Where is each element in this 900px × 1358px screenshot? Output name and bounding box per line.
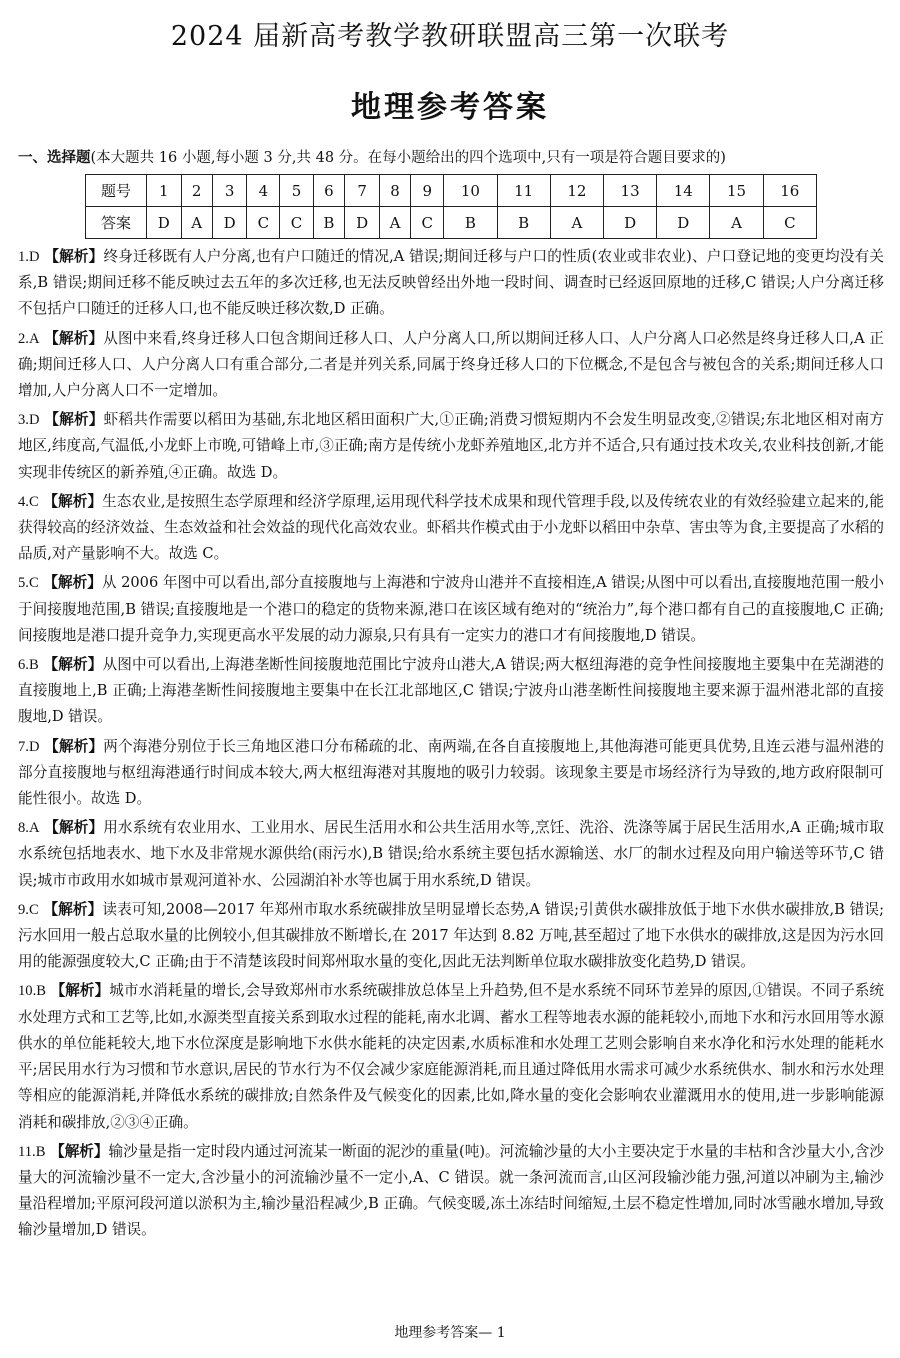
explanation-text: 城市水消耗量的增长,会导致郑州市水系统碳排放总体呈上升趋势,但不是水系统不同环节差异的原因,①错误。不同子系统水处理方式和工艺等,比如,水源类型直接关系到取水过程的能耗,南水北调、蓄水工程等地表水源的能耗较小,而地下水和污水回用等水源供水的单位能耗较大,地下水位深度是影响地下水供水能耗的决定因素,水质标准和水处理工艺则会影响自来水净化和污水处理的能耗水平;居民用水行为习惯和节水意识,居民的节水行为不仅会减少家庭能源消耗,而且通过降低用水需求可减少水系统供水、制水和污水处理等相应的能源消耗,并降低水系统的碳排放;自然条件及气候变化的因素,比如,降水量的变化会影响农业灌溉用水的使用,进一步影响能源消耗和碳排放,②③④正确。 (18, 982, 885, 1131)
page-title: 地理参考答案 (351, 90, 549, 125)
explanation-text: 读表可知,2008—2017 年郑州市取水系统碳排放呈明显增长态势,A 错误;引黄供水碳排放低于地下水供水碳排放,B 错误;污水回用一般占总取水量的比例较小,但其碳排放不断增长,在 2017 年达到 8.82 万吨,甚至超过了地下水供水的碳排放,这是因为污水回用的能源强度较大,C 正确;由于不清楚该段时间郑州取水量的变化,因此无法判断单位取水碳排放变化趋势,D 错误。 (18, 900, 885, 971)
question-answer-label: 8.A (18, 820, 40, 837)
question-answer-label: 7.D (18, 738, 40, 755)
question-number-cell: 12 (550, 175, 603, 207)
explanation-text: 输沙量是指一定时段内通过河流某一断面的泥沙的重量(吨)。河流输沙量的大小主要决定于水量的丰枯和含沙量大小,含沙量大的河流输沙量不一定大,含沙量小的河流输沙量不一定小,A、C 错误。就一条河流而言,山区河段输沙能力强,河道以冲刷为主,输沙量沿程增加;平原河段河道以淤积为主,输沙量沿程减少,B 正确。气候变暖,冻土冻结时间缩短,土层不稳定性增加,同时冰雪融水增加,导致输沙量增加,D 错误。 (18, 1142, 884, 1239)
answer-cell: B (313, 207, 345, 239)
analysis-tag: 【解析】 (43, 492, 103, 510)
explanation-list (18, 244, 884, 1247)
question-answer-label: 2.A (18, 330, 40, 347)
question-number-cell: 4 (247, 175, 280, 207)
explanation-item (18, 815, 884, 894)
analysis-tag: 【解析】 (43, 900, 103, 918)
explanation-item (18, 897, 884, 976)
question-number-cell: 5 (280, 175, 313, 207)
question-number-cell: 9 (411, 175, 444, 207)
question-number-cell: 7 (345, 175, 380, 207)
analysis-tag: 【解析】 (43, 656, 103, 674)
explanation-item (18, 326, 884, 405)
answer-table-number-row (86, 175, 817, 207)
answer-row-label: 答案 (86, 207, 147, 239)
analysis-tag: 【解析】 (44, 329, 104, 347)
answer-cell: D (212, 207, 247, 239)
answer-cell: B (497, 207, 550, 239)
question-number-cell: 8 (379, 175, 410, 207)
question-answer-label: 5.C (18, 575, 39, 592)
question-number-cell: 11 (497, 175, 550, 207)
answer-cell: A (379, 207, 410, 239)
answer-cell: A (550, 207, 603, 239)
explanation-text: 从图中可以看出,上海港垄断性间接腹地范围比宁波舟山港大,A 错误;两大枢纽海港的竞争性间接腹地主要集中在芜湖港的直接腹地上,B 正确;上海港垄断性间接腹地主要集中在长江北部地区,C 错误;宁波舟山港垄断性间接腹地主要来源于温州港北部的直接腹地,D 错误。 (18, 656, 884, 726)
analysis-tag: 【解析】 (50, 982, 110, 1000)
question-number-cell: 6 (313, 175, 345, 207)
question-number-cell: 13 (603, 175, 656, 207)
explanation-text: 用水系统有农业用水、工业用水、居民生活用水和公共生活用水等,烹饪、洗浴、洗涤等属于居民生活用水,A 正确;城市取水系统包括地表水、地下水及非常规水源供给(雨污水),B 错误;给水系统主要包括水源输送、水厂的制水过程及向用户输送等环节,C 错误;城市市政用水如城市景观河道补水、公园湖泊补水等也属于用水系统,D 错误。 (18, 819, 884, 889)
answer-cell: D (147, 207, 182, 239)
answer-cell: D (345, 207, 380, 239)
explanation-text: 终身迁移既有人户分离,也有户口随迁的情况,A 错误;期间迁移与户口的性质(农业或非农业)、户口登记地的变更均没有关系,B 错误;期间迁移不能反映过去五年的多次迁移,也无法反映曾经出外地一段时间、调查时已经返回原地的迁移,C 错误;人户分离迁移不包括户口随迁的迁移人口,也不能反映迁移次数,D 正确。 (18, 248, 884, 318)
explanation-item (18, 734, 884, 813)
explanation-item (18, 1139, 884, 1244)
explanation-item (18, 652, 884, 731)
explanation-item (18, 570, 884, 649)
question-answer-label: 1.D (18, 249, 40, 265)
answer-cell: C (280, 207, 313, 239)
answer-table (85, 174, 817, 239)
question-number-cell: 1 (147, 175, 182, 207)
question-number-cell: 15 (710, 175, 763, 207)
answer-cell: D (657, 207, 710, 239)
answer-cell: C (763, 207, 816, 239)
question-number-cell: 14 (657, 175, 710, 207)
question-answer-label: 10.B (18, 983, 46, 1000)
analysis-tag: 【解析】 (50, 1142, 109, 1160)
explanation-text: 从 2006 年图中可以看出,部分直接腹地与上海港和宁波舟山港并不直接相连,A 错误;从图中可以看出,直接腹地范围一般小于间接腹地范围,B 错误;直接腹地是一个港口的稳定的货物来源,港口在该区域有绝对的“统治力”,每个港口都有自己的直接腹地,C 正确;间接腹地是港口提升竞争力,实现更高水平发展的动力源泉,只有具有一定实力的港口才有间接腹地,D 错误。 (18, 574, 884, 644)
page-footer: 地理参考答案— 1 (394, 1325, 506, 1341)
explanation-item (18, 244, 884, 323)
analysis-tag: 【解析】 (44, 248, 104, 265)
explanation-text: 虾稻共作需要以稻田为基础,东北地区稻田面积广大,①正确;消费习惯短期内不会发生明显改变,②错误;东北地区相对南方地区,纬度高,气温低,小龙虾上市晚,可错峰上市,③正确;南方是传统小龙虾养殖地区,北方并不适合,只有通过技术攻关,农业科技创新,才能实现非传统区的新养殖,④正确。故选 D。 (18, 411, 884, 481)
explanation-item (18, 489, 884, 568)
section-heading (18, 146, 888, 167)
question-answer-label: 4.C (18, 493, 39, 510)
question-number-cell: 2 (181, 175, 212, 207)
answer-cell: C (411, 207, 444, 239)
answer-cell: B (444, 207, 497, 239)
answer-table-answer-row (86, 207, 817, 239)
analysis-tag: 【解析】 (44, 819, 104, 837)
question-answer-label: 6.B (18, 657, 39, 674)
exam-title: 2024 届新高考教学教研联盟高三第一次联考 (170, 21, 730, 52)
explanation-text: 从图中来看,终身迁移人口包含期间迁移人口、人户分离人口,所以期间迁移人口、人户分离人口必然是终身迁移人口,A 正确;期间迁移人口、人户分离人口有重合部分,二者是并列关系,同属于终身迁移人口的下位概念,不是包含与被包含的关系;期间迁移人口增加,人户分离人口不一定增加。 (18, 329, 884, 400)
section-label: 一、选择题 (18, 150, 91, 166)
section-description: (本大题共 16 小题,每小题 3 分,共 48 分。在每小题给出的四个选项中,只有一项是符合题目要求的) (90, 150, 726, 166)
answer-cell: A (710, 207, 763, 239)
answer-cell: C (247, 207, 280, 239)
question-answer-label: 9.C (18, 901, 39, 918)
analysis-tag: 【解析】 (44, 411, 104, 429)
analysis-tag: 【解析】 (44, 737, 104, 755)
analysis-tag: 【解析】 (43, 574, 102, 592)
explanation-text: 生态农业,是按照生态学原理和经济学原理,运用现代科学技术成果和现代管理手段,以及传统农业的有效经验建立起来的,能获得较高的经济效益、生态效益和社会效益的现代化高效农业。虾稻共作模式由于小龙虾以稻田中杂草、害虫等为食,主要提高了水稻的品质,对产量影响不大。故选 C。 (18, 492, 885, 563)
question-answer-label: 3.D (18, 412, 40, 429)
question-number-cell: 10 (444, 175, 497, 207)
answer-cell: A (181, 207, 212, 239)
question-number-cell: 3 (212, 175, 247, 207)
explanation-text: 两个海港分别位于长三角地区港口分布稀疏的北、南两端,在各自直接腹地上,其他海港可能更具优势,且连云港与温州港的部分直接腹地与枢纽海港通行时间成本较大,两大枢纽海港对其腹地的吸引力较弱。该现象主要是市场经济行为导致的,地方政府限制可能性很小。故选 D。 (18, 737, 884, 808)
number-row-label: 题号 (86, 175, 147, 207)
explanation-item (18, 978, 884, 1135)
question-answer-label: 11.B (18, 1143, 46, 1160)
question-number-cell: 16 (763, 175, 816, 207)
explanation-item (18, 407, 884, 486)
answer-cell: D (603, 207, 656, 239)
